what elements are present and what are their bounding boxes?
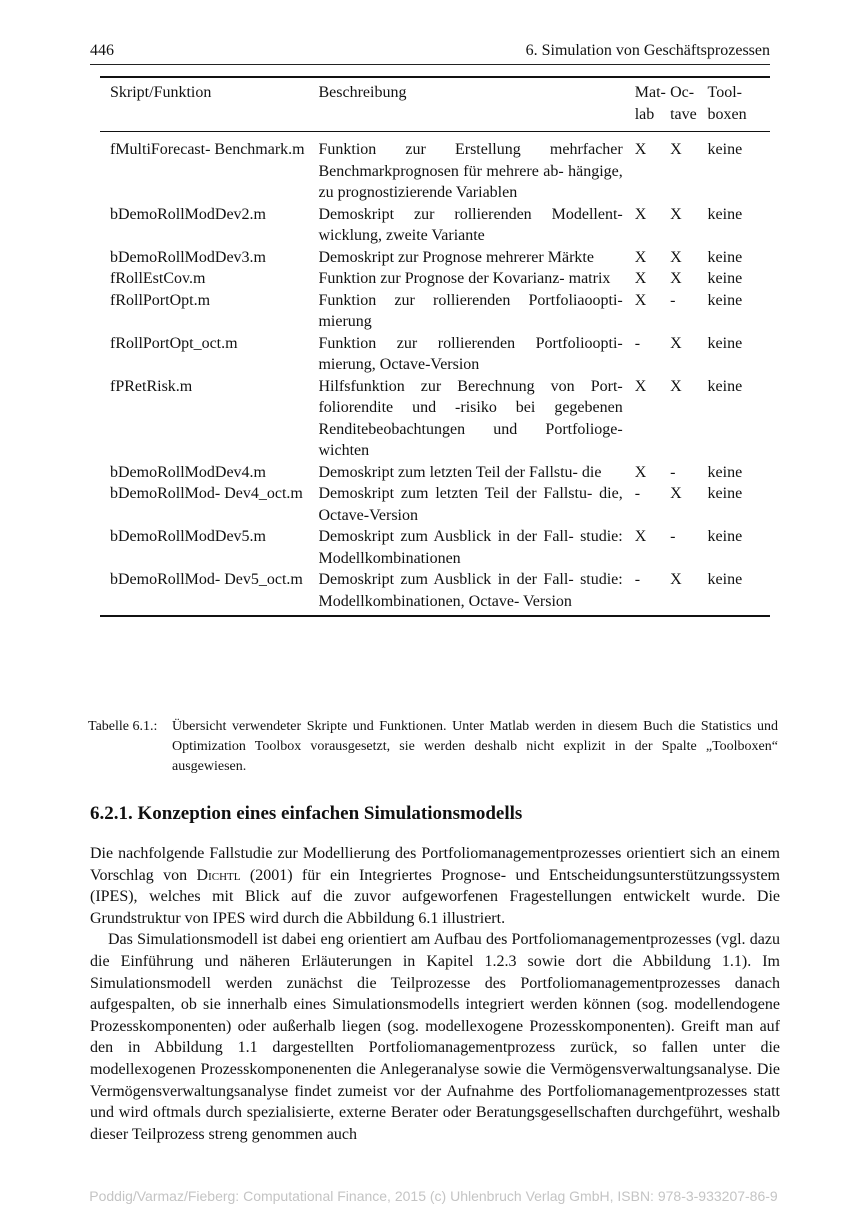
- cell-octave: X: [670, 571, 682, 588]
- author-name: Dichtl: [196, 866, 241, 884]
- cell-script: fPRetRisk.m: [110, 377, 193, 395]
- table-row: [100, 569, 770, 616]
- cell-matlab: X: [634, 291, 647, 309]
- table-row: [100, 376, 770, 462]
- page-header: [90, 42, 770, 65]
- table-row: [100, 462, 770, 484]
- scripts-table: [100, 76, 770, 617]
- table-caption: [88, 717, 778, 777]
- cell-octave: X: [670, 248, 682, 266]
- cell-description: Demoskript zur rollierenden Modellent- wicklung, zweite Variante: [318, 205, 623, 244]
- cell-toolboxes: keine: [707, 248, 743, 266]
- cell-toolboxes: keine: [707, 270, 743, 287]
- paragraph: Die nachfolgende Fallstudie zur Modellierung des Portfoliomanagementprozesses orientiert sich an einem Vorschlag von Dichtl (2001) für ein Integriertes Prognose- und Entscheidungsunterstützungssystem (IPES), welches mit Blick auf die zuvor aufgeworfenen Fragestellungen entwickelt wurde. Die Grundstruktur von IPES wird durch die Abbildung 6.1 illustriert.: [90, 845, 780, 927]
- cell-description: Demoskript zum Ausblick in der Fall- studie: Modellkombinationen: [318, 528, 623, 567]
- cell-script: bDemoRollMod- Dev5_oct.m: [110, 571, 303, 588]
- cell-toolboxes: keine: [707, 485, 743, 502]
- cell-matlab: X: [634, 463, 647, 481]
- cell-script: bDemoRollMod- Dev4_oct.m: [110, 485, 303, 502]
- cell-description: Demoskript zum letzten Teil der Fallstu- die, Octave-Version: [318, 485, 623, 524]
- cell-script: fRollPortOpt.m: [110, 291, 211, 309]
- cell-matlab: X: [634, 270, 647, 287]
- paragraph: Das Simulationsmodell ist dabei eng orientiert am Aufbau des Portfoliomanagementprozesses (vgl. dazu die Einführung und näheren Erläuterungen in Kapitel 1.2.3 sowie dort die Abbildung 1.1). Im Simulationsmodell werden zunächst die Teilprozesse des Portfoliomanagementprozesses danach aufgespalten, ob sie innerhalb eines Simulationsmodells integriert werden können (sog. modellendogene Prozesskomponenten) oder außerhalb liegen (sog. modellexogene Prozesskomponenten). Greift man auf den in Abbildung 1.1 dargestellten Portfoliomanagementprozess zurück, so fallen unter die modellexogenen Prozesskomponenenten die Anlegeranalyse sowie die Vermögensverwaltungsanalyse. Die Vermögensverwaltungsanalyse findet zumeist vor der Aufnahme des Portfoliomanagementprozesses statt und wird oftmals durch spezialisierte, externe Berater oder Beratungsgesellschaften durchgeführt, weshalb dieser Teilprozess streng genommen auch: [90, 931, 780, 1143]
- body-text: [90, 843, 780, 1145]
- col-header-toolboxes: Tool- boxen: [707, 84, 747, 123]
- cell-matlab: -: [634, 485, 641, 502]
- table-row: [100, 526, 770, 569]
- table-row: [100, 204, 770, 247]
- table-row: [100, 483, 770, 526]
- cell-octave: X: [670, 485, 682, 502]
- table-row: [100, 247, 770, 269]
- running-title: 6. Simulation von Geschäftsprozessen: [525, 42, 770, 59]
- cell-script: fMultiForecast- Benchmark.m: [110, 141, 305, 158]
- cell-toolboxes: keine: [707, 463, 743, 481]
- table-row: [100, 268, 770, 290]
- col-header-description: Beschreibung: [318, 84, 407, 101]
- cell-description: Demoskript zum Ausblick in der Fall- studie: Modellkombinationen, Octave- Version: [318, 571, 623, 610]
- table-row: [100, 290, 770, 333]
- cell-toolboxes: keine: [707, 291, 743, 309]
- cell-script: bDemoRollModDev3.m: [110, 248, 266, 266]
- col-header-script: Skript/Funktion: [110, 84, 212, 101]
- table-row: [100, 333, 770, 376]
- cell-octave: -: [670, 463, 676, 481]
- caption-label: Tabelle 6.1.:: [88, 719, 158, 734]
- caption-text: Übersicht verwendeter Skripte und Funktionen. Unter Matlab werden in diesem Buch die Statistics und Optimization Toolbox vorausgesetzt, sie werden deshalb nicht explizit in der Spalte „Toolboxen“ ausgewiesen.: [172, 719, 778, 774]
- cell-matlab: -: [634, 571, 641, 588]
- cell-description: Funktion zur Prognose der Kovarianz- matrix: [318, 270, 611, 287]
- cell-octave: -: [670, 528, 676, 545]
- cell-description: Hilfsfunktion zur Berechnung von Port- foliorendite und -risiko bei gegebenen Renditebeobachtungen und Portfolioge- wichten: [318, 377, 623, 459]
- cell-matlab: -: [634, 334, 641, 352]
- cell-toolboxes: keine: [707, 528, 743, 545]
- cell-toolboxes: keine: [707, 334, 743, 352]
- cell-script: bDemoRollModDev2.m: [110, 205, 266, 223]
- col-header-octave: Oc- tave: [670, 84, 697, 123]
- cell-description: Demoskript zur Prognose mehrerer Märkte: [318, 248, 594, 266]
- cell-description: Funktion zur rollierenden Portfoliaoopti- mierung: [318, 291, 623, 330]
- cell-octave: -: [670, 291, 676, 309]
- cell-octave: X: [670, 205, 682, 223]
- cell-octave: X: [670, 141, 682, 158]
- cell-script: fRollPortOpt_oct.m: [110, 334, 238, 352]
- section-heading: 6.2.1. Konzeption eines einfachen Simulationsmodells: [90, 803, 523, 824]
- copyright-footer: Poddig/Varmaz/Fieberg: Computational Finance, 2015 (c) Uhlenbruch Verlag GmbH, ISBN: 978-3-933207-86-9: [89, 1188, 778, 1204]
- table-header-row: [100, 77, 770, 132]
- cell-toolboxes: keine: [707, 377, 743, 395]
- col-header-matlab: Mat- lab: [634, 84, 666, 123]
- cell-matlab: X: [634, 248, 647, 266]
- cell-script: bDemoRollModDev4.m: [110, 463, 266, 481]
- cell-description: Funktion zur Erstellung mehrfacher Benchmarkprognosen für mehrere ab- hängige, zu prognostizierende Variablen: [318, 141, 623, 201]
- cell-toolboxes: keine: [707, 571, 743, 588]
- cell-matlab: X: [634, 377, 647, 395]
- cell-octave: X: [670, 334, 682, 352]
- cell-octave: X: [670, 377, 682, 395]
- table-row: [100, 132, 770, 204]
- cell-description: Funktion zur rollierenden Portfolioopti- mierung, Octave-Version: [318, 334, 623, 373]
- cell-toolboxes: keine: [707, 141, 743, 158]
- cell-script: bDemoRollModDev5.m: [110, 528, 266, 545]
- cell-script: fRollEstCov.m: [110, 270, 206, 287]
- cell-octave: X: [670, 270, 682, 287]
- cell-description: Demoskript zum letzten Teil der Fallstu- die: [318, 463, 602, 481]
- cell-matlab: X: [634, 205, 647, 223]
- cell-toolboxes: keine: [707, 205, 743, 223]
- page-number: 446: [90, 42, 114, 59]
- cell-matlab: X: [634, 141, 647, 158]
- cell-matlab: X: [634, 528, 647, 545]
